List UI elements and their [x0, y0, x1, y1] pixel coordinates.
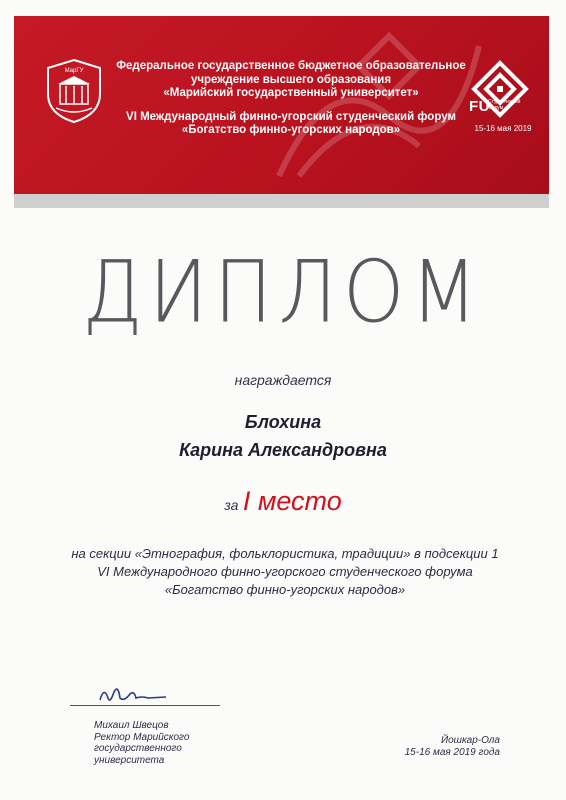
forum-logo-caption: Студенческий Форум — [488, 99, 521, 111]
signature-line — [70, 705, 220, 706]
header-line: Федеральное государственное бюджетное образовательное — [116, 60, 466, 72]
signer-title: университета — [94, 754, 165, 766]
description-line: «Богатство финно-угорских народов» — [164, 582, 406, 597]
header-line: учреждение высшего образования — [190, 73, 392, 86]
header-line: VI Международный финно-угорский студенческий форум — [126, 110, 456, 123]
place-prefix: за — [224, 497, 239, 513]
recipient-given-name: Карина Александровна — [179, 440, 387, 460]
place-value: I место — [242, 486, 342, 516]
description-line: на секции «Этнография, фольклористика, традиции» в подсекции 1 — [71, 546, 499, 561]
header-line: «Богатство финно-угорских народов» — [181, 124, 401, 136]
award-place — [0, 486, 566, 517]
svg-text:МарГУ: МарГУ — [64, 68, 84, 74]
signer-title: Ректор Марийского — [94, 731, 190, 743]
signer-title: государственного — [94, 743, 182, 754]
header-line: «Марийский государственный университет» — [163, 87, 419, 99]
award-description — [70, 545, 500, 599]
awarded-label: награждается — [234, 372, 332, 388]
university-crest-icon — [44, 58, 104, 124]
recipient-surname: Блохина — [244, 412, 322, 432]
header-text — [106, 60, 476, 138]
description-line: VI Международного финно-угорского студенческого форума — [97, 564, 473, 579]
location-date-text: 15-16 мая 2019 года — [404, 746, 500, 758]
forum-logo-mark: FU — [469, 98, 490, 115]
forum-logo-date: 15-16 мая 2019 — [474, 124, 532, 133]
diploma-title: ДИПЛОМ — [82, 243, 484, 343]
location-date — [380, 735, 500, 758]
signer-name: Михаил Швецов — [94, 720, 169, 731]
location-city: Йошкар-Ола — [440, 735, 500, 746]
banner-shadow-strip — [14, 194, 549, 208]
signer-block — [94, 720, 234, 766]
